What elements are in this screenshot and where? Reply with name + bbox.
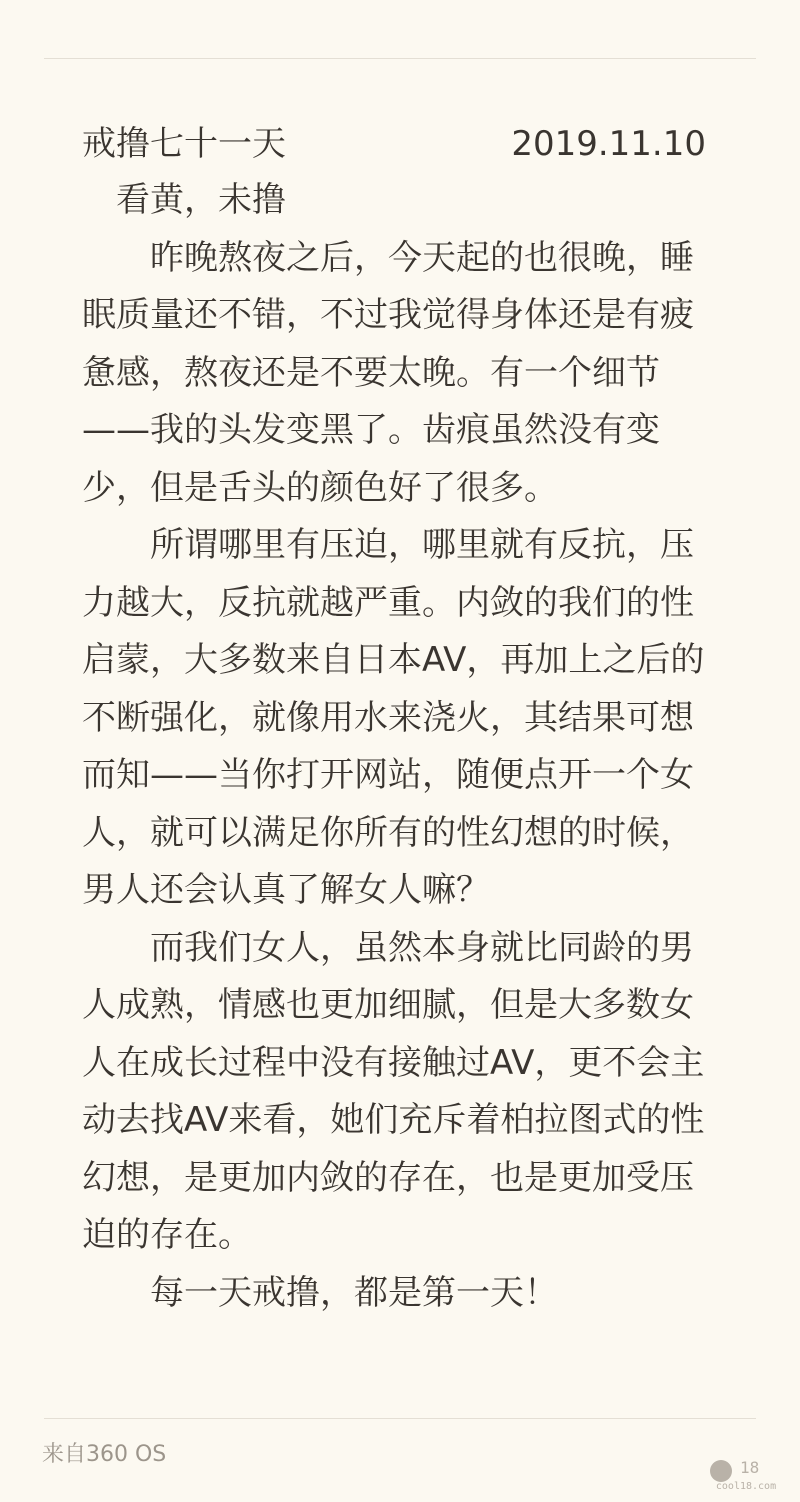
post-date: 2019.11.10: [511, 124, 706, 164]
bottom-divider: [44, 1418, 756, 1419]
post-subtitle: 看黄，未撸: [116, 180, 286, 220]
site-watermark: [710, 1460, 782, 1494]
paragraph: 而我们女人，虽然本身就比同龄的男人成熟，情感也更加细腻，但是大多数女人在成长过程中没有接触过AV，更不会主动去找AV来看，她们充斥着柏拉图式的性幻想，是更加内敛的存在，也是更加受压迫的存在。: [82, 927, 705, 1255]
post-body: [82, 172, 718, 1322]
post-title: 戒撸七十一天: [82, 124, 286, 164]
paragraph: 每一天戒撸，都是第一天！: [150, 1272, 558, 1313]
watermark-text: cool18.com: [715, 1481, 777, 1492]
watermark-number: 18: [740, 1458, 760, 1477]
source-label: 来自360 OS: [42, 1442, 167, 1467]
paragraph: 所谓哪里有压迫，哪里就有反抗，压力越大，反抗就越严重。内敛的我们的性启蒙，大多数来自日本AV，再加上之后的不断强化，就像用水来浇火，其结果可想而知——当你打开网站，随便点开一个女人，就可以满足你所有的性幻想的时候，男人还会认真了解女人嘛？: [82, 525, 705, 910]
post-header: [82, 118, 706, 170]
top-divider: [44, 58, 756, 59]
paragraph: 昨晚熬夜之后，今天起的也很晚，睡眠质量还不错，不过我觉得身体还是有疲惫感，熬夜还是不要太晚。有一个细节——我的头发变黑了。齿痕虽然没有变少，但是舌头的颜色好了很多。: [82, 237, 694, 508]
watermark-logo-icon: [710, 1460, 732, 1482]
